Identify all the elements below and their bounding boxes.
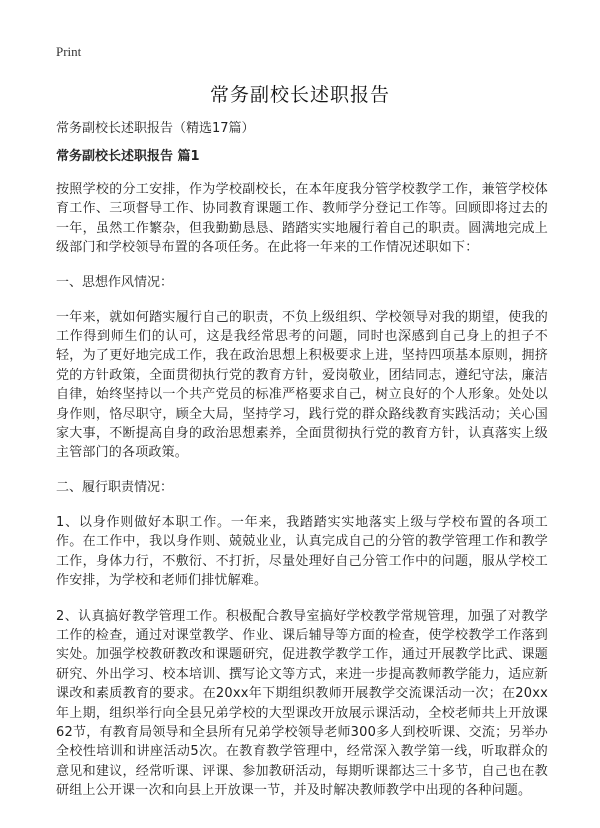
paragraph-duty-1: 1、以身作则做好本职工作。一年来，我踏踏实实地落实上级与学校布置的各项工作。在工作中，我以身作则、兢兢业业，认真完成自己的分管的教学管理工作和教学工作，身体力行，不敷衍、不打折，尽量处理好自己分管工作中的问题，服从学校工作安排，为学校和老师们排忧解难。 [56, 514, 548, 589]
paragraph-duty-2: 2、认真搞好教学管理工作。积极配合教导室搞好学校教学常规管理，加强了对教学工作的检查，通过对课堂教学、作业、课后辅导等方面的检查，使学校教学工作落到实处。加强学校教研教改和课题研究，促进教学教学工作，通过开展教学比武、课题研究、外出学习、校本培训、撰写论文等方式，来进一步提高教师教学能力，适应新课改和素质教育的要求。在20xx年下期组织教师开展教学交流课活动一次；在20xx年上期，组织举行向全县兄弟学校的大型课改开放展示课活动，全校老师共上开放课62节，有教育局领导和全县所有兄弟学校领导老师300多人到校听课、交流；另举办全校性培训和讲座活动5次。在教育教学管理中，经常深入教学第一线，听取群众的意见和建议，经常听课、评课、参加教研活动，每期听课都达三十多节，自己也在教研组上公开课一次和向县上开放课一节，并及时解决教师教学中出现的各种问题。 [56, 608, 548, 799]
paragraph-ideology: 一年来，就如何踏实履行自己的职责，不负上级组织、学校领导对我的期望，使我的工作得到师生们的认可，这是我经常思考的问题，同时也深感到自己身上的担子不轻，为了更好地完成工作，我在政治思想上积极要求上进，坚持四项基本原则，拥挤党的方针政策，全面贯彻执行党的教育方针，爱岗敬业，团结同志，遵纪守法，廉洁自律，始终坚持以一个共产党员的标准严格要求自己，树立良好的个人形象。处处以身作则，恪尽职守，顾全大局，坚持学习，践行党的群众路线教育实践活动；关心国家大事，不断提高自身的政治思想素养，全面贯彻执行党的教育方针，认真落实上级主管部门的各项政策。 [56, 309, 548, 461]
document-body [56, 120, 548, 817]
heading-ideology: 一、思想作风情况： [56, 274, 174, 290]
section-title: 常务副校长述职报告 篇1 [56, 149, 200, 164]
print-link[interactable]: Print [56, 44, 82, 59]
heading-duties: 二、履行职责情况： [56, 479, 174, 495]
page-title: 常务副校长述职报告 [209, 84, 390, 106]
document-subtitle: 常务副校长述职报告（精选17篇） [56, 121, 255, 136]
paragraph-intro: 按照学校的分工安排，作为学校副校长，在本年度我分管学校教学工作，兼管学校体育工作、三项督导工作、协同教育课题工作、教师学分登记工作等。回顾即将过去的一年，虽然工作繁杂，但我勤勤恳恳、踏踏实实地履行着自己的职责。圆满地完成上级部门和学校领导布置的各项任务。在此将一年来的工作情况述职如下： [56, 182, 548, 256]
